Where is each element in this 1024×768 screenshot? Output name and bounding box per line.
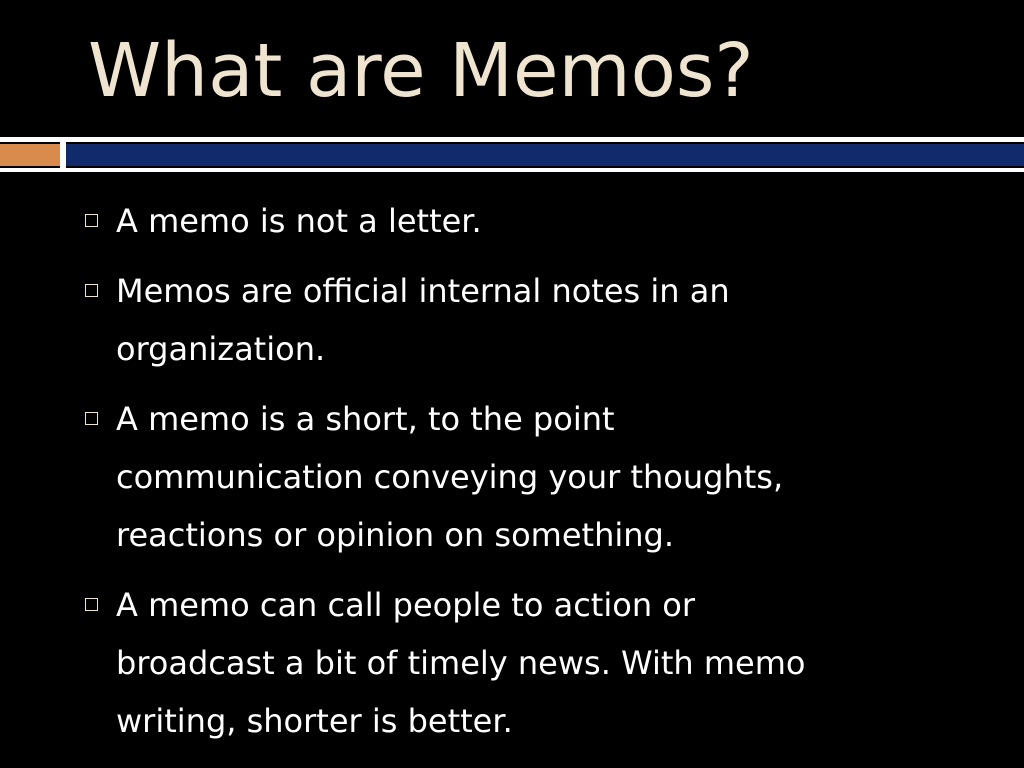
bullet-text: A memo can call people to action or broadcast a bit of timely news. With memo writing, shorter is better.: [116, 586, 806, 740]
bullet-item: [80, 576, 980, 750]
bullet-item: [80, 262, 980, 378]
bullet-list: [80, 192, 980, 762]
bullet-text: A memo is a short, to the point communication conveying your thoughts, reactions or opinion on something.: [116, 400, 784, 554]
divider-bottom-line: [0, 168, 1024, 172]
square-bullet-icon: [85, 214, 98, 227]
divider-top-line: [0, 137, 1024, 142]
divider-orange-accent: [0, 144, 60, 166]
bullet-item: [80, 390, 980, 564]
bullet-text: Memos are official internal notes in an organization.: [116, 272, 730, 368]
square-bullet-icon: [85, 598, 98, 611]
title-divider: [0, 137, 1024, 175]
bullet-text: A memo is not a letter.: [116, 202, 482, 240]
slide-title: What are Memos?: [88, 28, 754, 114]
divider-navy-bar: [66, 144, 1024, 166]
bullet-item: [80, 192, 980, 250]
square-bullet-icon: [85, 412, 98, 425]
square-bullet-icon: [85, 284, 98, 297]
